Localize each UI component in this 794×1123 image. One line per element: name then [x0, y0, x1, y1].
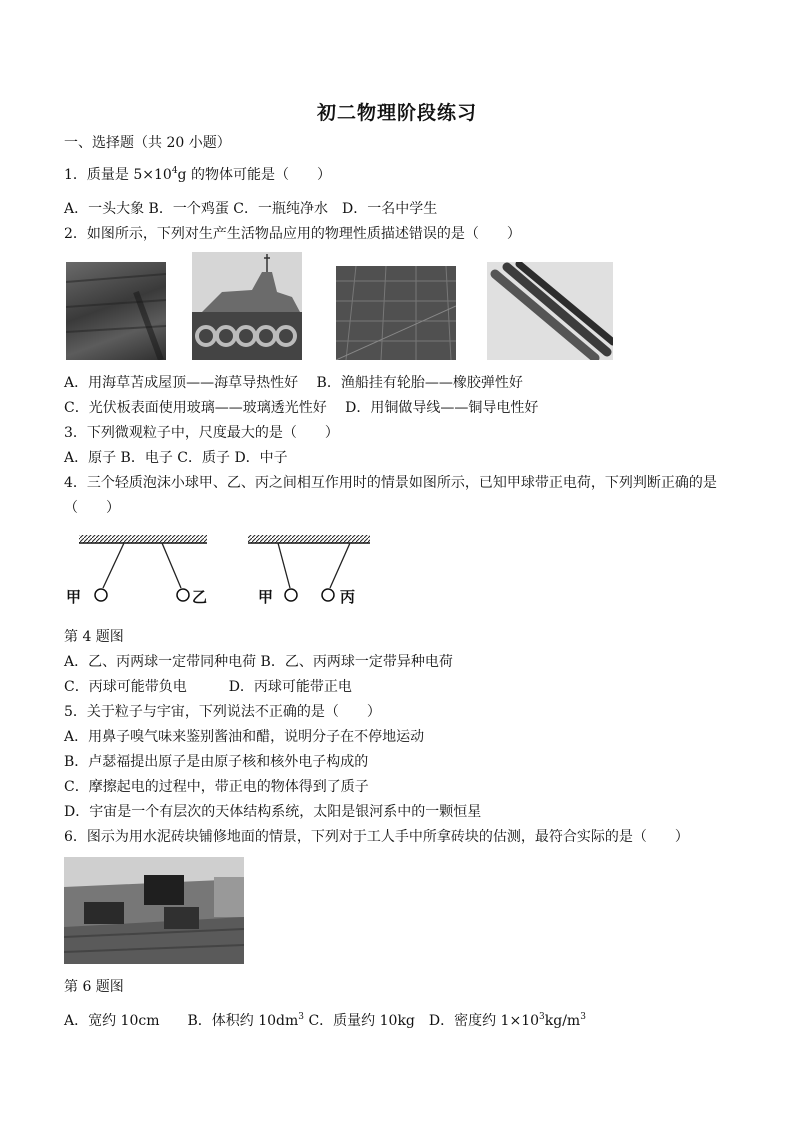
q1-options: A．一头大象 B．一个鸡蛋 C．一瓶纯净水 D．一名中学生 — [64, 201, 438, 217]
section-heading: 一、选择题（共 20 小题） — [64, 135, 231, 151]
q4-label-yi: 乙 — [192, 588, 208, 606]
q2-photo-solar-panel-grid — [336, 266, 456, 360]
q4-left-thread-a — [103, 543, 124, 588]
q2-stem: 2．如图所示，下列对生产生活物品应用的物理性质描述错误的是（ ） — [64, 226, 521, 242]
q6-opt-a: A．宽约 10cm B．体积约 10dm — [64, 1013, 299, 1029]
q4-right-support — [248, 535, 370, 543]
q4-options-2: C．丙球可能带负电 D．丙球可能带正电 — [64, 679, 352, 695]
q1-stem — [64, 166, 331, 184]
page-title: 初二物理阶段练习 — [316, 102, 477, 124]
q4-left-support — [79, 535, 207, 543]
q2-photo-fishing-boat-drawing — [192, 252, 302, 360]
q4-figure — [64, 530, 374, 610]
q4-label-jia-left: 甲 — [66, 588, 82, 606]
q4-stem-line-1: 4．三个轻质泡沫小球甲、乙、丙之间相互作用时的情景如图所示，已知甲球带正电荷，下列判断正确的是 — [64, 475, 717, 491]
q6-photo-bricklaying — [64, 857, 244, 964]
q4-right-thread-a — [278, 543, 290, 588]
q6-opt-c-sup2: 3 — [580, 1012, 586, 1022]
q4-ball-left-a — [95, 589, 107, 601]
q5-option-b: B．卢瑟福提出原子是由原子核和核外电子构成的 — [64, 754, 369, 770]
q2-photo-thatch-roof-texture — [66, 262, 166, 360]
q5-option-d: D．宇宙是一个有层次的天体结构系统，太阳是银河系中的一颗恒星 — [64, 804, 482, 820]
q2-photo-copper-wire — [487, 262, 613, 360]
q6-opt-a-sup: 3 — [298, 1012, 305, 1022]
q2-options-1: A．用海草苫成屋顶——海草导热性好 B．渔船挂有轮胎——橡胶弹性好 — [64, 375, 523, 391]
q4-right-thread-b — [330, 543, 350, 588]
q2-photo-fishing-boat — [192, 252, 302, 360]
q6-photo-bricklaying-drawing — [64, 857, 244, 964]
q4-figure-drawing — [64, 530, 374, 610]
q6-stem: 6．图示为用水泥砖块铺修地面的情景，下列对于工人手中所拿砖块的估测，最符合实际的是（ ） — [64, 829, 689, 845]
q2-photo-thatch-roof — [66, 262, 166, 360]
q4-caption: 第 4 题图 — [64, 629, 124, 645]
q6-options — [64, 1012, 586, 1030]
q1-stem-pre: 1．质量是 5×10 — [64, 167, 172, 183]
q5-option-a: A．用鼻子嗅气味来鉴别酱油和醋，说明分子在不停地运动 — [64, 729, 425, 745]
q4-label-bing: 丙 — [340, 588, 356, 606]
q5-stem: 5．关于粒子与宇宙，下列说法不正确的是（ ） — [64, 704, 381, 720]
q4-ball-right-b — [322, 589, 334, 601]
q4-label-jia-right: 甲 — [258, 588, 274, 606]
q4-ball-left-b — [177, 589, 189, 601]
q6-caption: 第 6 题图 — [64, 979, 124, 995]
q3-options: A．原子 B．电子 C．质子 D．中子 — [64, 450, 288, 466]
q5-option-c: C．摩擦起电的过程中，带正电的物体得到了质子 — [64, 779, 369, 795]
q4-options-1: A．乙、丙两球一定带同种电荷 B．乙、丙两球一定带异种电荷 — [64, 654, 453, 670]
q4-left-thread-b — [162, 543, 181, 588]
q1-stem-post: g 的物体可能是（ ） — [177, 167, 331, 183]
q2-photo-copper-wire-drawing — [487, 262, 613, 360]
q3-stem: 3．下列微观粒子中，尺度最大的是（ ） — [64, 425, 339, 441]
q6-opt-c-mid: kg/m — [544, 1013, 581, 1029]
q4-ball-right-a — [285, 589, 297, 601]
q2-photo-solar-panel — [336, 266, 456, 360]
q6-opt-c-pre: C．质量约 10kg D．密度约 1×10 — [304, 1013, 540, 1029]
q1-stem-sup: 4 — [171, 166, 178, 176]
q2-options-2: C．光伏板表面使用玻璃——玻璃透光性好 D．用铜做导线——铜导电性好 — [64, 400, 539, 416]
q6-opt-c-sup: 3 — [539, 1012, 545, 1022]
q4-stem-line-2: （ ） — [64, 500, 120, 516]
